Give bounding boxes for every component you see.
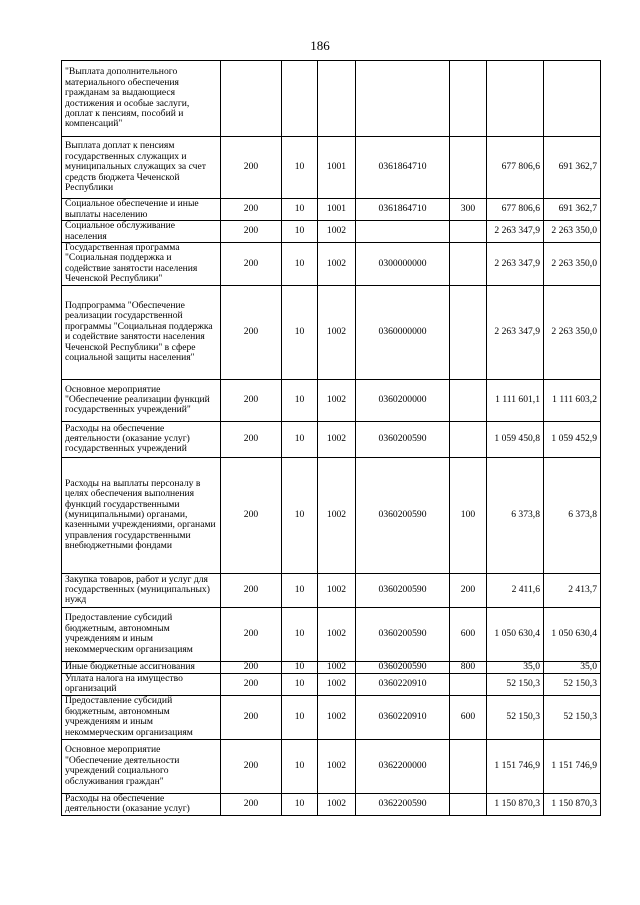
cell-target-article: 0300000000 xyxy=(356,243,450,286)
cell-subsection: 1002 xyxy=(318,221,356,243)
cell-amount-year1: 2 263 347,9 xyxy=(487,243,544,286)
cell-expense-type xyxy=(450,243,487,286)
cell-amount-year1: 1 059 450,8 xyxy=(487,421,544,457)
cell-subsection: 1002 xyxy=(318,695,356,739)
cell-amount-year1: 52 150,3 xyxy=(487,673,544,695)
cell-amount-year1: 35,0 xyxy=(487,661,544,673)
cell-section: 10 xyxy=(282,379,318,421)
cell-expense-type: 800 xyxy=(450,661,487,673)
cell-amount-year2: 2 413,7 xyxy=(544,573,601,607)
cell-expense-type: 600 xyxy=(450,695,487,739)
cell-section: 10 xyxy=(282,285,318,379)
cell-subsection: 1002 xyxy=(318,285,356,379)
cell-grbs: 200 xyxy=(221,221,282,243)
cell-section: 10 xyxy=(282,673,318,695)
cell-section: 10 xyxy=(282,421,318,457)
cell-expense-type: 600 xyxy=(450,607,487,661)
cell-expense-type: 100 xyxy=(450,457,487,573)
cell-expense-type xyxy=(450,793,487,815)
cell-target-article xyxy=(356,61,450,137)
cell-amount-year1: 2 263 347,9 xyxy=(487,221,544,243)
cell-grbs: 200 xyxy=(221,695,282,739)
cell-amount-year1: 1 111 601,1 xyxy=(487,379,544,421)
cell-amount-year1: 677 806,6 xyxy=(487,137,544,199)
cell-subsection: 1002 xyxy=(318,573,356,607)
cell-name: Предоставление субсидий бюджетным, автономным учреждениям и иным некоммерческим организациям xyxy=(62,695,221,739)
cell-name: Выплата доплат к пенсиям государственных служащих и муниципальных служащих за счет средств бюджета Чеченской Республики xyxy=(62,137,221,199)
cell-name: Социальное обслуживание населения xyxy=(62,221,221,243)
cell-target-article: 0362200590 xyxy=(356,793,450,815)
cell-section: 10 xyxy=(282,243,318,286)
cell-target-article: 0360200000 xyxy=(356,379,450,421)
cell-name: Расходы на выплаты персоналу в целях обеспечения выполнения функций государственными (муниципальными) органами, казенными учреждениями, органами управления государственными внебюджетными фондами xyxy=(62,457,221,573)
cell-expense-type: 200 xyxy=(450,573,487,607)
cell-grbs: 200 xyxy=(221,673,282,695)
table-row xyxy=(62,739,601,793)
cell-amount-year1 xyxy=(487,61,544,137)
cell-target-article: 0360200590 xyxy=(356,607,450,661)
cell-subsection: 1001 xyxy=(318,137,356,199)
cell-amount-year1: 6 373,8 xyxy=(487,457,544,573)
cell-amount-year2: 2 263 350,0 xyxy=(544,221,601,243)
cell-name: Иные бюджетные ассигнования xyxy=(62,661,221,673)
table-row xyxy=(62,793,601,815)
cell-name: "Выплата дополнительного материального обеспечения гражданам за выдающиеся достижения и особые заслуги, доплат к пенсиям, пособий и компенсаций" xyxy=(62,61,221,137)
cell-subsection: 1002 xyxy=(318,673,356,695)
cell-amount-year2: 691 362,7 xyxy=(544,137,601,199)
cell-amount-year1: 2 263 347,9 xyxy=(487,285,544,379)
cell-amount-year2: 2 263 350,0 xyxy=(544,243,601,286)
cell-section: 10 xyxy=(282,661,318,673)
cell-target-article: 0360200590 xyxy=(356,661,450,673)
cell-section: 10 xyxy=(282,221,318,243)
table-row xyxy=(62,695,601,739)
cell-subsection: 1002 xyxy=(318,421,356,457)
cell-target-article: 0362200000 xyxy=(356,739,450,793)
cell-target-article: 0360200590 xyxy=(356,573,450,607)
cell-subsection: 1002 xyxy=(318,457,356,573)
table-row xyxy=(62,673,601,695)
cell-expense-type xyxy=(450,739,487,793)
cell-section: 10 xyxy=(282,607,318,661)
cell-section: 10 xyxy=(282,457,318,573)
cell-expense-type: 300 xyxy=(450,199,487,221)
cell-target-article: 0360220910 xyxy=(356,673,450,695)
cell-name: Расходы на обеспечение деятельности (оказание услуг) государственных учреждений xyxy=(62,421,221,457)
cell-amount-year2 xyxy=(544,61,601,137)
table-row xyxy=(62,607,601,661)
cell-subsection: 1002 xyxy=(318,661,356,673)
cell-amount-year2: 1 050 630,4 xyxy=(544,607,601,661)
cell-name: Основное мероприятие "Обеспечение деятельности учреждений социального обслуживания граждан" xyxy=(62,739,221,793)
cell-subsection: 1002 xyxy=(318,243,356,286)
cell-amount-year1: 677 806,6 xyxy=(487,199,544,221)
budget-table xyxy=(61,60,601,816)
cell-name: Подпрограмма "Обеспечение реализации государственной программы "Социальная поддержка и содействие занятости населения Чеченской Республики" в сфере социальной защиты населения" xyxy=(62,285,221,379)
table-row xyxy=(62,221,601,243)
cell-subsection: 1001 xyxy=(318,199,356,221)
cell-section: 10 xyxy=(282,739,318,793)
cell-grbs: 200 xyxy=(221,457,282,573)
cell-grbs: 200 xyxy=(221,243,282,286)
cell-amount-year2: 52 150,3 xyxy=(544,695,601,739)
cell-name: Предоставление субсидий бюджетным, автономным учреждениям и иным некоммерческим организациям xyxy=(62,607,221,661)
cell-expense-type xyxy=(450,673,487,695)
table-row xyxy=(62,379,601,421)
cell-amount-year1: 1 050 630,4 xyxy=(487,607,544,661)
cell-name: Расходы на обеспечение деятельности (оказание услуг) xyxy=(62,793,221,815)
cell-grbs: 200 xyxy=(221,199,282,221)
cell-grbs: 200 xyxy=(221,739,282,793)
cell-target-article: 0360200590 xyxy=(356,421,450,457)
cell-grbs: 200 xyxy=(221,573,282,607)
cell-grbs: 200 xyxy=(221,285,282,379)
cell-expense-type xyxy=(450,137,487,199)
cell-target-article: 0361864710 xyxy=(356,137,450,199)
table-row xyxy=(62,285,601,379)
cell-amount-year2: 35,0 xyxy=(544,661,601,673)
cell-amount-year1: 52 150,3 xyxy=(487,695,544,739)
cell-subsection: 1002 xyxy=(318,739,356,793)
page-number: 186 xyxy=(310,38,330,53)
cell-amount-year1: 1 151 746,9 xyxy=(487,739,544,793)
table-row xyxy=(62,421,601,457)
cell-target-article: 0360220910 xyxy=(356,695,450,739)
cell-amount-year2: 1 150 870,3 xyxy=(544,793,601,815)
cell-expense-type xyxy=(450,221,487,243)
cell-amount-year1: 1 150 870,3 xyxy=(487,793,544,815)
cell-amount-year2: 1 111 603,2 xyxy=(544,379,601,421)
cell-amount-year2: 1 059 452,9 xyxy=(544,421,601,457)
cell-grbs: 200 xyxy=(221,137,282,199)
cell-grbs xyxy=(221,61,282,137)
cell-section: 10 xyxy=(282,137,318,199)
table-row xyxy=(62,199,601,221)
cell-section: 10 xyxy=(282,199,318,221)
cell-amount-year2: 2 263 350,0 xyxy=(544,285,601,379)
cell-target-article: 0360000000 xyxy=(356,285,450,379)
cell-grbs: 200 xyxy=(221,793,282,815)
cell-section: 10 xyxy=(282,573,318,607)
cell-grbs: 200 xyxy=(221,379,282,421)
table-row xyxy=(62,61,601,137)
cell-grbs: 200 xyxy=(221,661,282,673)
cell-subsection xyxy=(318,61,356,137)
cell-expense-type xyxy=(450,285,487,379)
table-row xyxy=(62,243,601,286)
cell-section xyxy=(282,61,318,137)
cell-expense-type xyxy=(450,421,487,457)
table-row xyxy=(62,137,601,199)
cell-amount-year2: 1 151 746,9 xyxy=(544,739,601,793)
cell-expense-type xyxy=(450,61,487,137)
table-row xyxy=(62,573,601,607)
cell-section: 10 xyxy=(282,695,318,739)
cell-amount-year2: 6 373,8 xyxy=(544,457,601,573)
cell-amount-year2: 691 362,7 xyxy=(544,199,601,221)
cell-subsection: 1002 xyxy=(318,793,356,815)
table-row xyxy=(62,661,601,673)
table-row xyxy=(62,457,601,573)
table-body xyxy=(62,61,601,816)
cell-name: Уплата налога на имущество организаций xyxy=(62,673,221,695)
cell-subsection: 1002 xyxy=(318,379,356,421)
cell-target-article xyxy=(356,221,450,243)
cell-target-article: 0361864710 xyxy=(356,199,450,221)
cell-subsection: 1002 xyxy=(318,607,356,661)
cell-grbs: 200 xyxy=(221,607,282,661)
cell-name: Социальное обеспечение и иные выплаты населению xyxy=(62,199,221,221)
cell-name: Основное мероприятие "Обеспечение реализации функций государственных учреждений" xyxy=(62,379,221,421)
cell-target-article: 0360200590 xyxy=(356,457,450,573)
cell-name: Государственная программа "Социальная поддержка и содействие занятости населения Чеченской Республики" xyxy=(62,243,221,286)
cell-section: 10 xyxy=(282,793,318,815)
cell-grbs: 200 xyxy=(221,421,282,457)
cell-expense-type xyxy=(450,379,487,421)
cell-amount-year2: 52 150,3 xyxy=(544,673,601,695)
cell-name: Закупка товаров, работ и услуг для государственных (муниципальных) нужд xyxy=(62,573,221,607)
cell-amount-year1: 2 411,6 xyxy=(487,573,544,607)
